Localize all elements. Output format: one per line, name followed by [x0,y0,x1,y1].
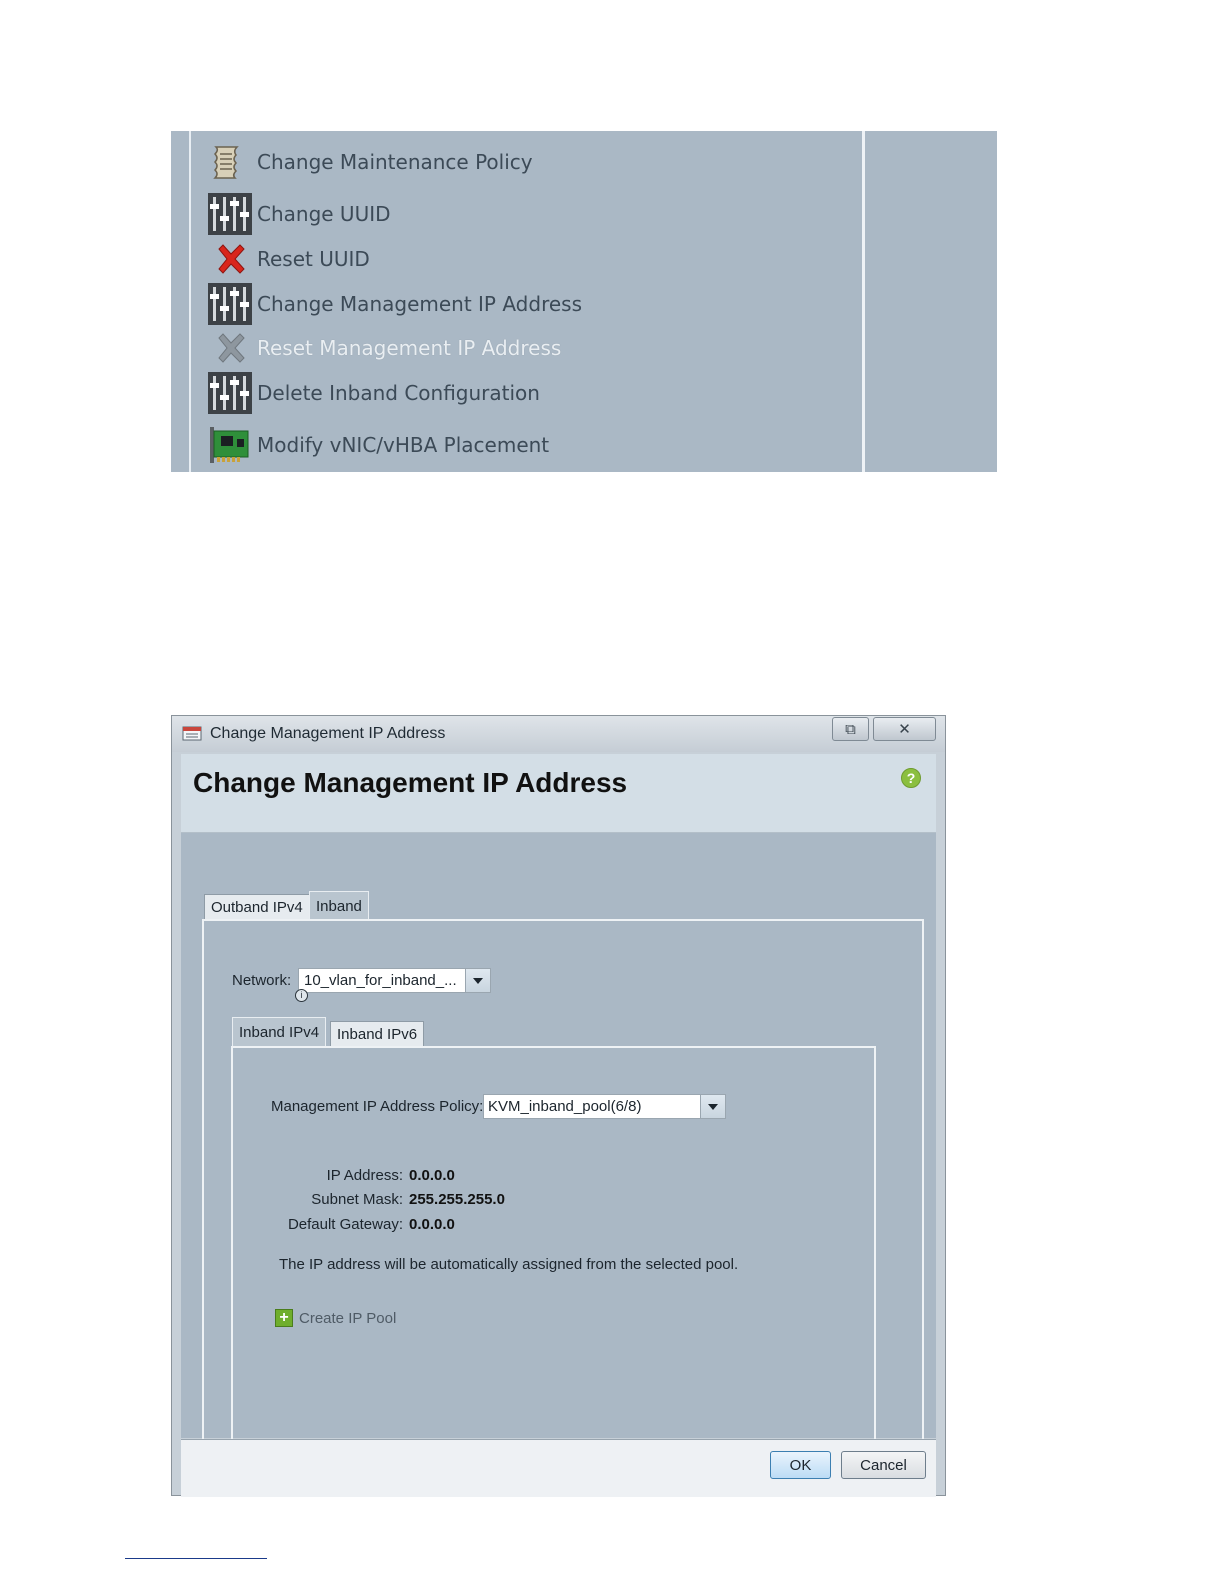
ok-button[interactable]: OK [770,1451,831,1479]
scroll-policy-icon [207,142,257,182]
menu-item-label: Change Management IP Address [257,292,582,316]
close-icon: ✕ [898,721,911,738]
menu-item-modify-vnic-vhba-placement[interactable] [207,425,549,465]
gray-x-icon [207,328,257,368]
ip-address-label: IP Address: [326,1167,403,1184]
dialog-body [181,754,936,1496]
restore-window-button[interactable] [832,717,869,741]
policy-dropdown-value: KVM_inband_pool(6/8) [488,1098,642,1115]
create-ip-pool-link[interactable] [275,1309,396,1327]
subnet-mask-value: 255.255.255.0 [409,1191,505,1208]
default-gateway-row [181,1216,403,1236]
menu-left-divider [189,131,191,472]
network-dropdown[interactable] [298,968,491,993]
tab-inband[interactable]: Inband [309,891,369,921]
subnet-mask-row [181,1191,403,1211]
chevron-down-icon[interactable] [465,969,490,992]
menu-item-reset-management-ip-address [207,328,561,368]
menu-item-change-maintenance-policy[interactable] [207,142,533,182]
window-title: Change Management IP Address [210,725,446,742]
help-icon[interactable]: ? [901,768,921,788]
create-ip-pool-label: Create IP Pool [299,1309,397,1327]
page-title: Change Management IP Address [193,767,628,798]
menu-item-change-management-ip-address[interactable] [207,284,582,324]
sliders-icon [207,194,257,234]
tab-outband-ipv4[interactable]: Outband IPv4 [204,894,310,920]
chevron-down-icon[interactable] [700,1095,725,1118]
default-gateway-label: Default Gateway: [287,1216,403,1233]
subnet-mask-label: Subnet Mask: [311,1191,403,1208]
auto-assign-note: The IP address will be automatically assigned from the selected pool. [279,1256,739,1273]
dialog-titlebar[interactable] [172,716,945,752]
menu-right-divider [862,131,865,472]
network-card-icon [207,425,257,465]
dialog-header [181,754,936,833]
network-dropdown-value: 10_vlan_for_inband_... [304,972,457,989]
menu-item-reset-uuid[interactable] [207,239,370,279]
change-management-ip-dialog [171,715,946,1496]
menu-item-label: Reset UUID [257,247,370,271]
red-x-icon [207,239,257,279]
management-ip-policy-dropdown[interactable] [483,1094,726,1119]
cancel-button[interactable]: Cancel [841,1451,926,1479]
sliders-icon [207,284,257,324]
restore-icon: ⧉ [845,720,856,738]
menu-item-label: Change UUID [257,202,391,226]
network-label: Network: [232,972,292,989]
menu-item-change-uuid[interactable] [207,194,391,234]
tab-inband-ipv4[interactable]: Inband IPv4 [232,1017,326,1047]
app-window-icon [182,724,202,742]
management-ip-policy-label: Management IP Address Policy: [271,1098,484,1115]
tab-inband-ipv6[interactable]: Inband IPv6 [330,1021,424,1047]
close-window-button[interactable] [873,717,936,741]
sliders-icon [207,373,257,413]
menu-item-label: Reset Management IP Address [257,336,562,360]
dialog-content [181,833,936,1438]
menu-item-label: Modify vNIC/vHBA Placement [257,433,550,457]
info-icon: i [295,989,308,1002]
ip-address-value: 0.0.0.0 [409,1167,455,1184]
ip-address-row [181,1167,403,1187]
context-menu-panel [171,131,997,472]
dialog-footer [181,1439,936,1497]
footnote-divider [125,1558,267,1559]
menu-item-delete-inband-configuration[interactable] [207,373,540,413]
menu-item-label: Delete Inband Configuration [257,381,540,405]
add-icon: + [275,1309,293,1327]
default-gateway-value: 0.0.0.0 [409,1216,455,1233]
menu-item-label: Change Maintenance Policy [257,150,533,174]
